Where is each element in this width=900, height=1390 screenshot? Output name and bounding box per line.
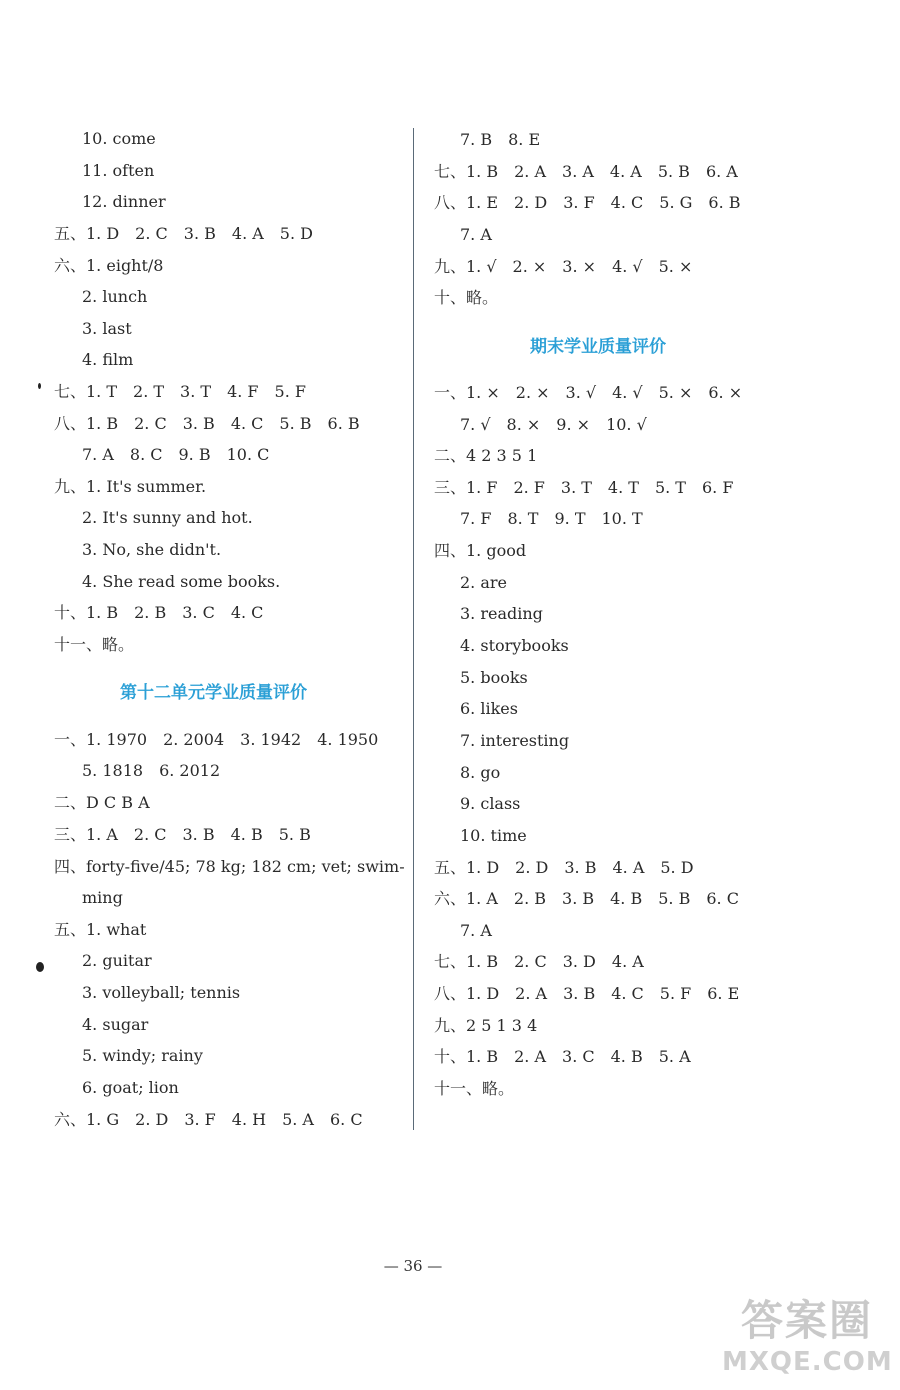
answer-line: 2. are (460, 573, 508, 592)
section-heading: 第十二单元学业质量评价 (120, 683, 307, 703)
answer-line: 4. film (82, 350, 134, 369)
answer-line: 七、1. B 2. A 3. A 4. A 5. B 6. A (434, 162, 738, 181)
answer-line: 九、1. √ 2. × 3. × 4. √ 5. × (434, 257, 693, 276)
answer-line: 7. A (460, 921, 492, 940)
answer-line: 一、1. 1970 2. 2004 3. 1942 4. 1950 (54, 730, 379, 749)
answer-line: 九、2 5 1 3 4 (434, 1016, 538, 1035)
answer-line: 2. guitar (82, 951, 152, 970)
answer-line: 9. class (460, 794, 521, 813)
answer-line: 十一、略。 (434, 1079, 515, 1098)
answer-line: 三、1. F 2. F 3. T 4. T 5. T 6. F (434, 478, 734, 497)
answer-line: 十、1. B 2. A 3. C 4. B 5. A (434, 1047, 691, 1066)
answer-line: 五、1. D 2. C 3. B 4. A 5. D (54, 224, 313, 243)
answer-line: 11. often (82, 161, 155, 180)
ink-speck (38, 383, 41, 389)
answer-line: 四、1. good (434, 541, 527, 560)
answer-line: 4. storybooks (460, 636, 569, 655)
watermark-url: MXQE.COM (722, 1347, 893, 1377)
answer-line: 三、1. A 2. C 3. B 4. B 5. B (54, 825, 311, 844)
answer-line: 7. A 8. C 9. B 10. C (82, 445, 270, 464)
answer-line: 十、1. B 2. B 3. C 4. C (54, 603, 264, 622)
answer-line: 七、1. B 2. C 3. D 4. A (434, 952, 644, 971)
answer-line: 六、1. A 2. B 3. B 4. B 5. B 6. C (434, 889, 739, 908)
watermark-text: 答案圈 (740, 1296, 873, 1345)
page-number: — 36 — (383, 1257, 443, 1275)
answer-line: 5. books (460, 668, 528, 687)
answer-line: 2. lunch (82, 287, 148, 306)
answer-line: 六、1. eight/8 (54, 256, 164, 275)
answer-line: 八、1. B 2. C 3. B 4. C 5. B 6. B (54, 414, 360, 433)
answer-line: 2. It's sunny and hot. (82, 508, 253, 527)
answer-line: 6. goat; lion (82, 1078, 179, 1097)
answer-line: 3. reading (460, 604, 543, 623)
answer-line: 七、1. T 2. T 3. T 4. F 5. F (54, 382, 306, 401)
answer-line: 7. B 8. E (460, 130, 541, 149)
column-divider (413, 128, 414, 1130)
answer-line: 8. go (460, 763, 501, 782)
answer-line: 九、1. It's summer. (54, 477, 207, 496)
answer-line: 7. interesting (460, 731, 570, 750)
answer-line: 10. come (82, 129, 156, 148)
ink-speck (36, 962, 44, 972)
answer-line: 一、1. × 2. × 3. √ 4. √ 5. × 6. × (434, 383, 743, 402)
answer-line: 四、forty-five/45; 78 kg; 182 cm; vet; swim- (54, 857, 405, 876)
watermark-logo (722, 1296, 892, 1382)
answer-line: 二、4 2 3 5 1 (434, 446, 538, 465)
answer-line: 7. √ 8. × 9. × 10. √ (460, 415, 647, 434)
section-heading: 期末学业质量评价 (530, 337, 666, 357)
answer-line: ming (82, 888, 123, 907)
answer-line: 3. No, she didn't. (82, 540, 222, 559)
answer-line: 十、略。 (434, 288, 499, 307)
answer-line: 4. sugar (82, 1015, 149, 1034)
answer-line: 3. volleyball; tennis (82, 983, 241, 1002)
answer-line: 6. likes (460, 699, 518, 718)
answer-line: 八、1. E 2. D 3. F 4. C 5. G 6. B (434, 193, 741, 212)
answer-line: 二、D C B A (54, 793, 150, 812)
answer-line: 4. She read some books. (82, 572, 281, 591)
answer-line: 5. 1818 6. 2012 (82, 761, 221, 780)
answer-line: 五、1. D 2. D 3. B 4. A 5. D (434, 858, 694, 877)
answer-line: 六、1. G 2. D 3. F 4. H 5. A 6. C (54, 1110, 363, 1129)
answer-line: 12. dinner (82, 192, 166, 211)
answer-line: 八、1. D 2. A 3. B 4. C 5. F 6. E (434, 984, 740, 1003)
answer-line: 5. windy; rainy (82, 1046, 203, 1065)
answer-line: 3. last (82, 319, 132, 338)
answer-line: 7. A (460, 225, 492, 244)
answer-line: 十一、略。 (54, 635, 135, 654)
answer-line: 7. F 8. T 9. T 10. T (460, 509, 643, 528)
answer-line: 10. time (460, 826, 527, 845)
answer-line: 五、1. what (54, 920, 147, 939)
